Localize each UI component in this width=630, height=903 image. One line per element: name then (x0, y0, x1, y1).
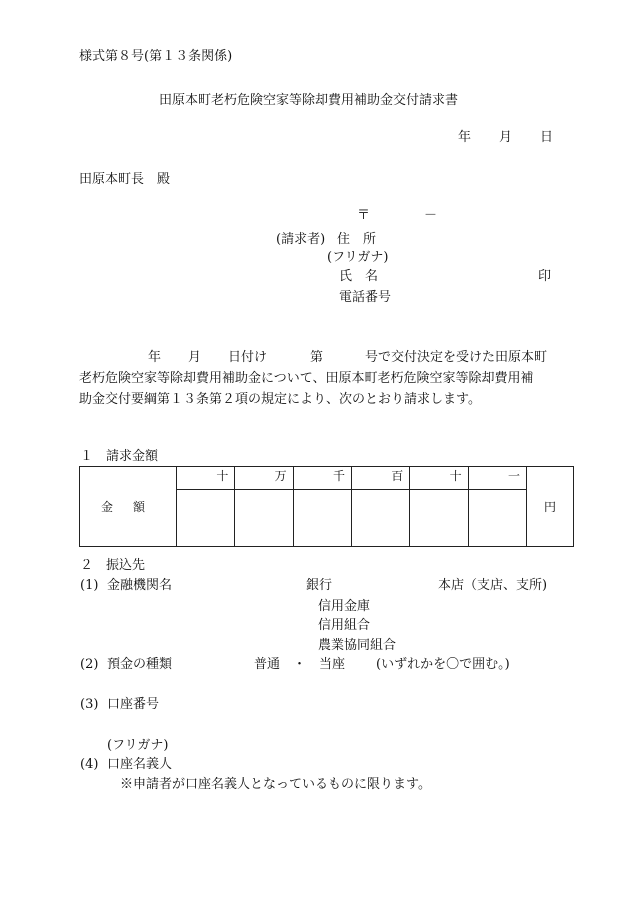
digit-ten-thousands: 万 (235, 467, 293, 490)
page-title: 田原本町老朽危険空家等除却費用補助金交付請求書 (159, 93, 459, 108)
name-label: 氏 名 (339, 269, 379, 284)
amount-table (79, 466, 574, 547)
phone-label: 電話番号 (339, 290, 392, 305)
branch-label: 本店（支店、支所) (438, 578, 548, 593)
yen-unit: 円 (527, 467, 574, 547)
digit-thousands: 千 (293, 467, 351, 490)
digit-cell[interactable] (293, 490, 351, 547)
digit-cell[interactable] (468, 490, 526, 547)
digit-tens: 十 (410, 467, 468, 490)
item2-label: 預金の種類 (107, 657, 173, 672)
account-type-note: (いずれかを〇で囲む。) (376, 657, 510, 672)
body-line1-rest: 号で交付決定を受けた田原本町 (365, 350, 548, 365)
date-day: 日 (540, 130, 554, 145)
body-month: 月 (188, 350, 202, 365)
holder-note: ※申請者が口座名義人となっているものに限ります。 (120, 777, 431, 792)
holder-furigana-label: (フリガナ) (107, 738, 169, 753)
item2-num: (2) (80, 657, 99, 672)
item1-label: 金融機関名 (107, 578, 173, 593)
digit-cell[interactable] (177, 490, 235, 547)
digit-hundreds: 百 (351, 467, 409, 490)
body-year: 年 (148, 350, 162, 365)
furigana-label: (フリガナ) (327, 250, 389, 265)
seal-mark: 印 (538, 269, 552, 284)
date-month: 月 (499, 130, 513, 145)
body-no: 第 (310, 350, 324, 365)
address-label: 住 所 (337, 232, 377, 247)
section1-heading: １ 請求金額 (80, 449, 159, 464)
bank-type-ja: 農業協同組合 (318, 638, 397, 653)
claimant-role: (請求者) (276, 232, 326, 247)
account-type-current: 当座 (319, 657, 346, 672)
postal-dash: － (424, 208, 438, 223)
digit-cell[interactable] (410, 490, 468, 547)
body-line2: 老朽危険空家等除却費用補助金について、田原本町老朽危険空家等除却費用補 (79, 371, 534, 386)
bank-type-bank: 銀行 (306, 578, 333, 593)
form-number: 様式第８号(第１３条関係) (79, 49, 233, 64)
digit-ones: 一 (468, 467, 526, 490)
bank-type-kumiai: 信用組合 (318, 618, 371, 633)
body-dated: 日付け (228, 350, 268, 365)
item1-num: (1) (80, 578, 99, 593)
account-type-ordinary: 普通 (254, 657, 281, 672)
body-line3: 助金交付要綱第１３条第２項の規定により、次のとおり請求します。 (79, 392, 481, 407)
section2-heading: ２ 振込先 (80, 558, 146, 573)
item4-num: (4) (80, 757, 99, 772)
bank-type-shinkin: 信用金庫 (318, 599, 371, 614)
digit-cell[interactable] (351, 490, 409, 547)
account-type-separator: ・ (293, 657, 307, 672)
item3-num: (3) (80, 697, 99, 712)
postal-mark: 〒 (357, 208, 371, 223)
item3-label: 口座番号 (107, 697, 160, 712)
date-year: 年 (458, 130, 472, 145)
amount-label: 金額 (80, 467, 177, 547)
item4-label: 口座名義人 (107, 757, 173, 772)
digit-cell[interactable] (235, 490, 293, 547)
addressee: 田原本町長 殿 (79, 172, 171, 187)
digit-ten-thousand-tens: 十 (177, 467, 235, 490)
